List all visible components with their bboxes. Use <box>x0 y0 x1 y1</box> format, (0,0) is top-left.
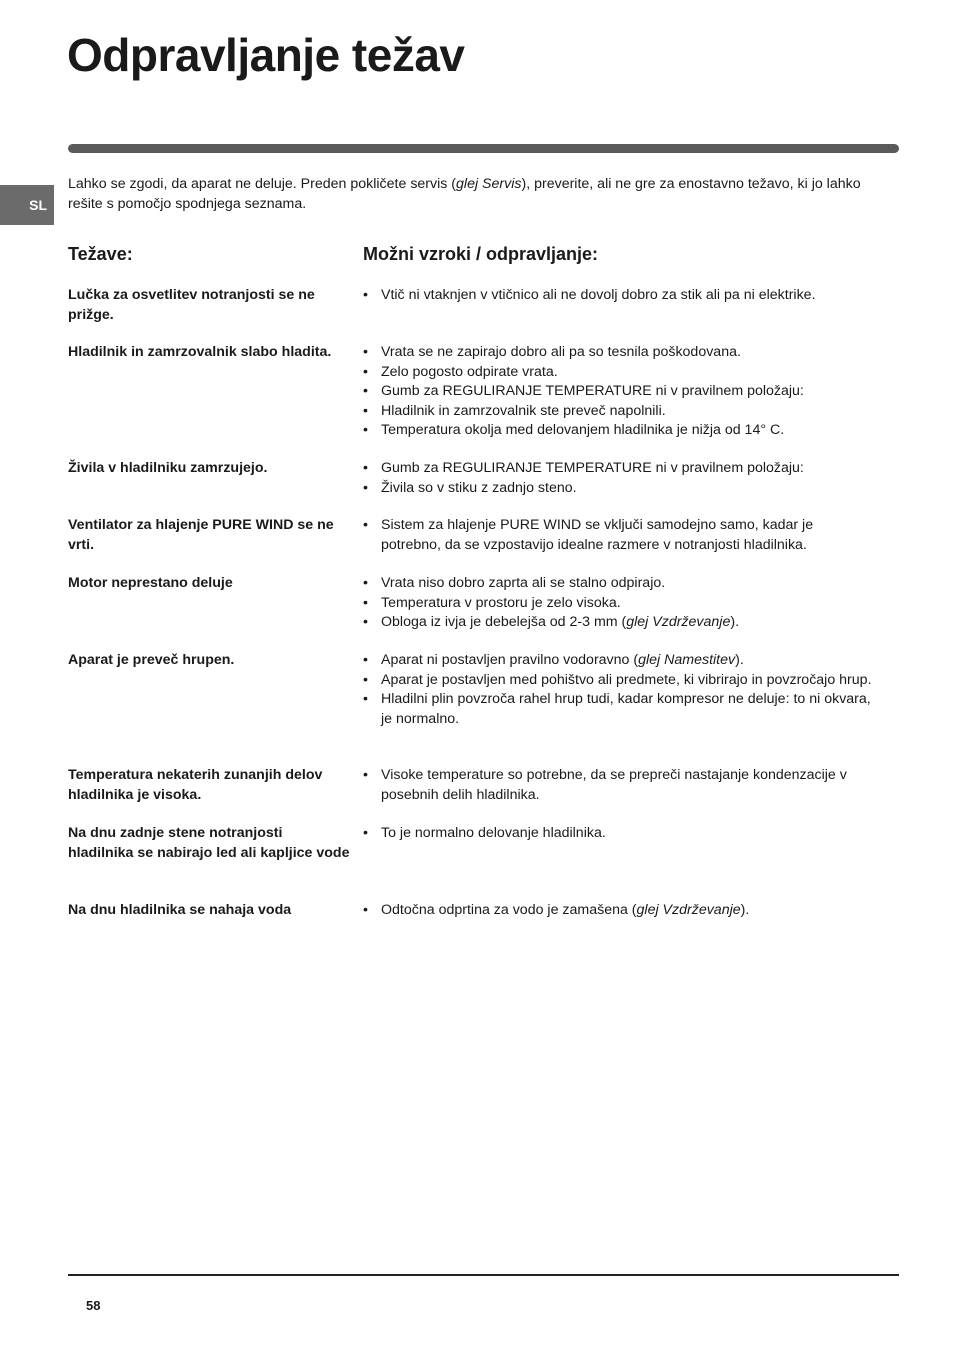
problem-text: Ventilator za hlajenje PURE WIND se ne vrti. <box>68 517 334 553</box>
cause-text: Vrata niso dobro zaprta ali se stalno odpirajo. <box>381 575 666 591</box>
cause-reference: glej Vzdrževanje <box>636 902 741 918</box>
cause-text: ). <box>740 902 750 918</box>
cause-item <box>363 613 873 633</box>
cause-text: Temperatura v prostoru je zelo visoka. <box>381 594 621 611</box>
problem-text: Hladilnik in zamrzovalnik slabo hladita. <box>68 344 332 360</box>
cause-list <box>363 574 873 633</box>
cause-reference: glej Vzdrževanje <box>626 614 731 630</box>
cause-list <box>363 459 873 498</box>
page-title: Odpravljanje težav <box>67 29 465 81</box>
cause-item <box>363 824 873 844</box>
cause-text: Aparat ni postavljen pravilno vodoravno ( <box>381 652 639 668</box>
cause-list <box>363 343 873 441</box>
page-number: 58 <box>86 1298 101 1313</box>
problem-text: Na dnu hladilnika se nahaja voda <box>68 902 292 918</box>
cause-text: Aparat je postavljen med pohištvo ali predmete, ki vibrirajo in povzročajo hrup. <box>381 671 872 688</box>
cause-item <box>363 343 873 363</box>
cause-text: ). <box>735 652 744 668</box>
cause-list <box>363 286 873 306</box>
cause-text: Odtočna odprtina za vodo je zamašena ( <box>381 902 637 918</box>
cause-text: Gumb za REGULIRANJE TEMPERATURE ni v pravilnem položaju: <box>381 383 804 399</box>
cause-text: Sistem za hlajenje PURE WIND se vključi samodejno samo, kadar je potrebno, da se vzpostavijo idealne razmere v notranjosti hladilnika. <box>381 517 814 553</box>
cause-item <box>363 479 873 499</box>
cause-text: Visoke temperature so potrebne, da se prepreči nastajanje kondenzacije v posebnih delih hladilnika. <box>381 767 847 803</box>
cause-reference: glej Namestitev <box>638 652 736 668</box>
problem-text: Motor neprestano deluje <box>68 575 233 591</box>
language-tab: SL <box>0 185 54 225</box>
cause-text: Hladilni plin povzroča rahel hrup tudi, kadar kompresor ne deluje: to ni okvara, je normalno. <box>381 691 871 727</box>
cause-item <box>363 594 873 614</box>
cause-list <box>363 516 873 555</box>
cause-item <box>363 402 873 422</box>
problem-text: Na dnu zadnje stene notranjosti hladilnika se nabirajo led ali kapljice vode <box>68 825 350 861</box>
cause-item <box>363 901 873 921</box>
problem-text: Temperatura nekaterih zunanjih delov hladilnika je visoka. <box>68 767 323 803</box>
intro-paragraph <box>68 175 888 214</box>
cause-text: Hladilnik in zamrzovalnik ste preveč napolnili. <box>381 402 666 419</box>
problems-heading: Težave: <box>68 244 133 264</box>
cause-text: To je normalno delovanje hladilnika. <box>381 825 606 841</box>
cause-list <box>363 766 873 805</box>
cause-text: Zelo pogosto odpirate vrata. <box>381 363 558 380</box>
cause-item <box>363 382 873 402</box>
cause-list <box>363 651 873 729</box>
cause-item <box>363 574 873 594</box>
cause-text: Vtič ni vtaknjen v vtičnico ali ne dovolj dobro za stik ali pa ni elektrike. <box>381 287 816 303</box>
cause-text: ). <box>730 614 740 630</box>
cause-list <box>363 824 873 844</box>
cause-text: Vrata se ne zapirajo dobro ali pa so tesnila poškodovana. <box>381 344 741 360</box>
cause-list <box>363 901 873 921</box>
intro-text-end: ), preverite, ali ne gre za enostavno težavo, ki jo lahko rešite s pomočjo spodnjega seznama. <box>68 176 861 212</box>
cause-text: Gumb za REGULIRANJE TEMPERATURE ni v pravilnem položaju: <box>381 460 804 476</box>
cause-item <box>363 459 873 479</box>
footer-divider <box>68 1274 899 1276</box>
problem-text: Aparat je preveč hrupen. <box>68 652 235 668</box>
cause-item <box>363 690 873 729</box>
cause-text: Temperatura okolja med delovanjem hladilnika je nižja od 14° C. <box>381 422 785 438</box>
cause-item <box>363 516 873 555</box>
cause-item <box>363 651 873 671</box>
problem-text: Lučka za osvetlitev notranjosti se ne prižge. <box>68 287 315 323</box>
cause-text: Živila so v stiku z zadnjo steno. <box>381 479 577 496</box>
header-divider <box>68 144 899 153</box>
intro-text: Lahko se zgodi, da aparat ne deluje. Preden pokličete servis ( <box>68 176 457 192</box>
cause-item <box>363 766 873 805</box>
cause-item <box>363 363 873 383</box>
problem-text: Živila v hladilniku zamrzujejo. <box>68 460 268 476</box>
causes-heading: Možni vzroki / odpravljanje: <box>363 244 599 264</box>
cause-item <box>363 286 873 306</box>
intro-reference: glej Servis <box>456 176 522 192</box>
cause-item <box>363 421 873 441</box>
cause-text: Obloga iz ivja je debelejša od 2-3 mm ( <box>381 614 627 630</box>
cause-item <box>363 671 873 691</box>
